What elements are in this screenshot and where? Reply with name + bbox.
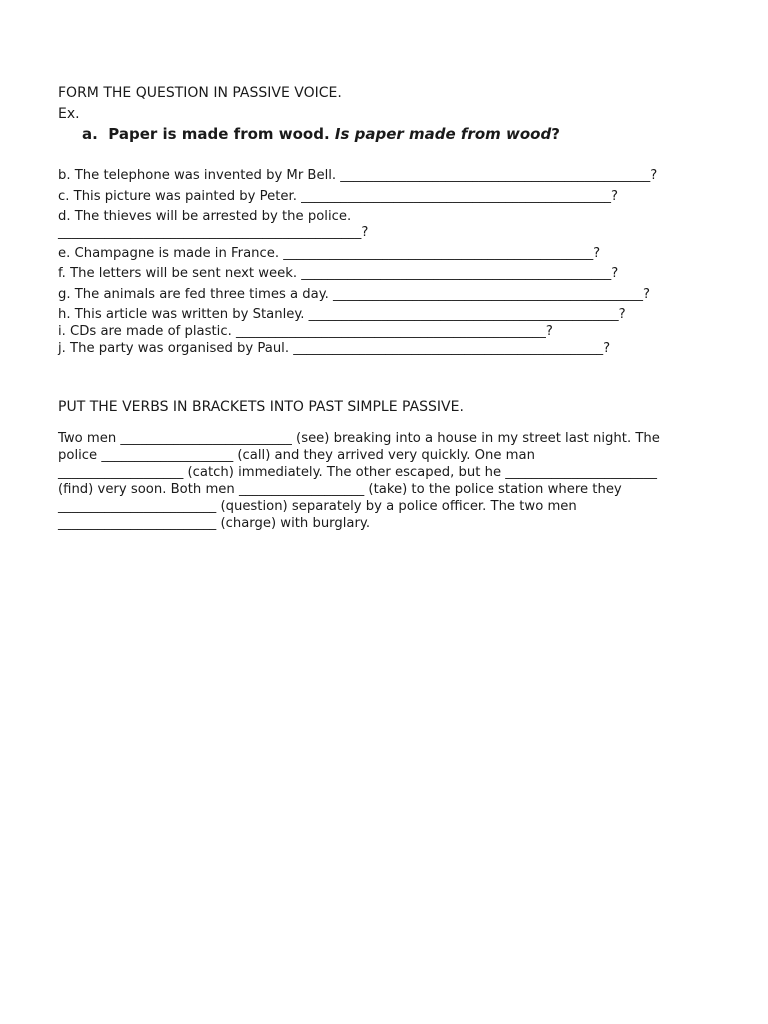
question-item-i: i. CDs are made of plastic. _______________________________________________?: [58, 324, 553, 339]
example-prompt: a. Paper is made from wood.: [82, 125, 335, 143]
question-item-f: f. The letters will be sent next week. _______________________________________________?: [58, 266, 619, 281]
paragraph-line: Two men __________________________ (see) breaking into a house in my street last night. The: [58, 431, 660, 446]
question-item-c: c. This picture was painted by Peter. _______________________________________________?: [58, 189, 619, 204]
question-item-b: b. The telephone was invented by Mr Bell. _______________________________________________?: [58, 168, 658, 183]
question-item-j: j. The party was organised by Paul. _______________________________________________?: [58, 341, 611, 356]
question-item-h: h. This article was written by Stanley. _______________________________________________?: [58, 307, 626, 322]
paragraph-line: ________________________ (question) separately by a police officer. The two men: [58, 499, 577, 514]
paragraph-line: police ____________________ (call) and they arrived very quickly. One man: [58, 448, 535, 463]
section2-heading: PUT THE VERBS IN BRACKETS INTO PAST SIMPLE PASSIVE.: [58, 399, 464, 415]
question-item-g: g. The animals are fed three times a day. _______________________________________________?: [58, 287, 650, 302]
example-item: [82, 126, 560, 143]
example-label: Ex.: [58, 106, 80, 122]
paragraph-line: ________________________ (charge) with burglary.: [58, 516, 371, 531]
example-answer: Is paper made from wood: [334, 125, 552, 143]
question-item-d: d. The thieves will be arrested by the police.: [58, 209, 352, 224]
paragraph-line: ___________________ (catch) immediately. The other escaped, but he _______________________: [58, 465, 657, 480]
example-question-mark: ?: [551, 125, 560, 143]
question-item-d-answer-line: ______________________________________________?: [58, 225, 369, 240]
paragraph-line: (find) very soon. Both men ___________________ (take) to the police station where they: [58, 482, 622, 497]
question-item-e: e. Champagne is made in France. _______________________________________________?: [58, 246, 601, 261]
section1-heading: FORM THE QUESTION IN PASSIVE VOICE.: [58, 85, 342, 101]
